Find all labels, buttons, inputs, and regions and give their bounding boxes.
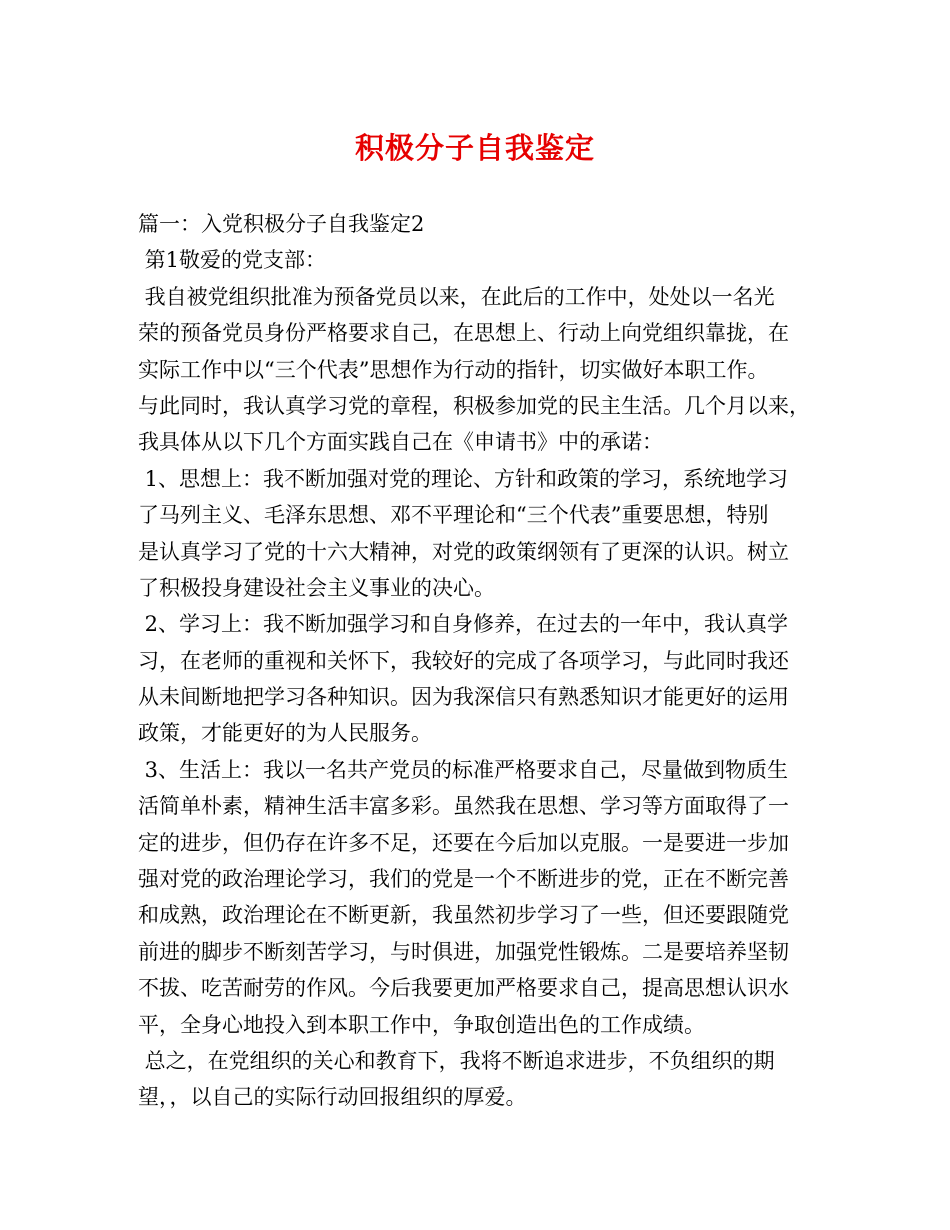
text-line: 定的进步，但仍存在许多不足，还要在今后加以克服。一是要进一步加 xyxy=(138,830,789,855)
text-line: 前进的脚步不断刻苦学习，与时俱进，加强党性锻炼。二是要培养坚韧 xyxy=(138,939,789,964)
text-line: 习，在老师的重视和关怀下，我较好的完成了各项学习，与此同时我还 xyxy=(138,648,789,673)
text-line: 第1敬爱的党支部： xyxy=(138,248,327,273)
text-line: 篇一：入党积极分子自我鉴定2 xyxy=(138,212,425,236)
text-line: 了马列主义、毛泽东思想、邓不平理论和“三个代表”重要思想，特别 xyxy=(138,503,769,528)
text-line: 活简单朴素，精神生活丰富多彩。虽然我在思想、学习等方面取得了一 xyxy=(138,794,789,819)
document-body xyxy=(138,206,826,1116)
text-line: 政策，才能更好的为人民服务。 xyxy=(138,721,432,746)
text-line: 荣的预备党员身份严格要求自己，在思想上、行动上向党组织靠拢，在 xyxy=(138,321,789,346)
text-line: 实际工作中以“三个代表”思想作为行动的指针，切实做好本职工作。 xyxy=(138,357,769,382)
document-title: 积极分子自我鉴定 xyxy=(354,131,595,165)
text-line: 从未间断地把学习各种知识。因为我深信只有熟悉知识才能更好的运用 xyxy=(138,685,789,710)
text-line: 2、学习上：我不断加强学习和自身修养，在过去的一年中，我认真学 xyxy=(138,612,789,637)
text-line: 平，全身心地投入到本职工作中，争取创造出色的工作成绩。 xyxy=(138,1012,705,1037)
text-line: 和成熟，政治理论在不断更新，我虽然初步学习了一些，但还要跟随党 xyxy=(138,903,789,928)
text-line: 是认真学习了党的十六大精神，对党的政策纲领有了更深的认识。树立 xyxy=(138,539,789,564)
text-line: 与此同时，我认真学习党的章程，积极参加党的民主生活。几个月以来， xyxy=(138,393,810,418)
text-line: 望，，以自己的实际行动回报组织的厚爱。 xyxy=(138,1085,527,1110)
text-line: 我自被党组织批准为预备党员以来，在此后的工作中，处处以一名光 xyxy=(138,284,775,309)
text-line: 强对党的政治理论学习，我们的党是一个不断进步的党，正在不断完善 xyxy=(138,867,789,892)
text-line: 总之，在党组织的关心和教育下，我将不断追求进步，不负组织的期 xyxy=(138,1048,775,1073)
text-line: 我具体从以下几个方面实践自己在《申请书》中的承诺： xyxy=(138,430,663,455)
text-line: 3、生活上：我以一名共产党员的标准严格要求自己，尽量做到物质生 xyxy=(138,757,789,782)
text-line: 了积极投身建设社会主义事业的决心。 xyxy=(138,575,495,600)
text-line: 不拔、吃苦耐劳的作风。今后我要更加严格要求自己，提高思想认识水 xyxy=(138,976,789,1001)
text-line: 1、思想上：我不断加强对党的理论、方针和政策的学习，系统地学习 xyxy=(138,466,789,491)
